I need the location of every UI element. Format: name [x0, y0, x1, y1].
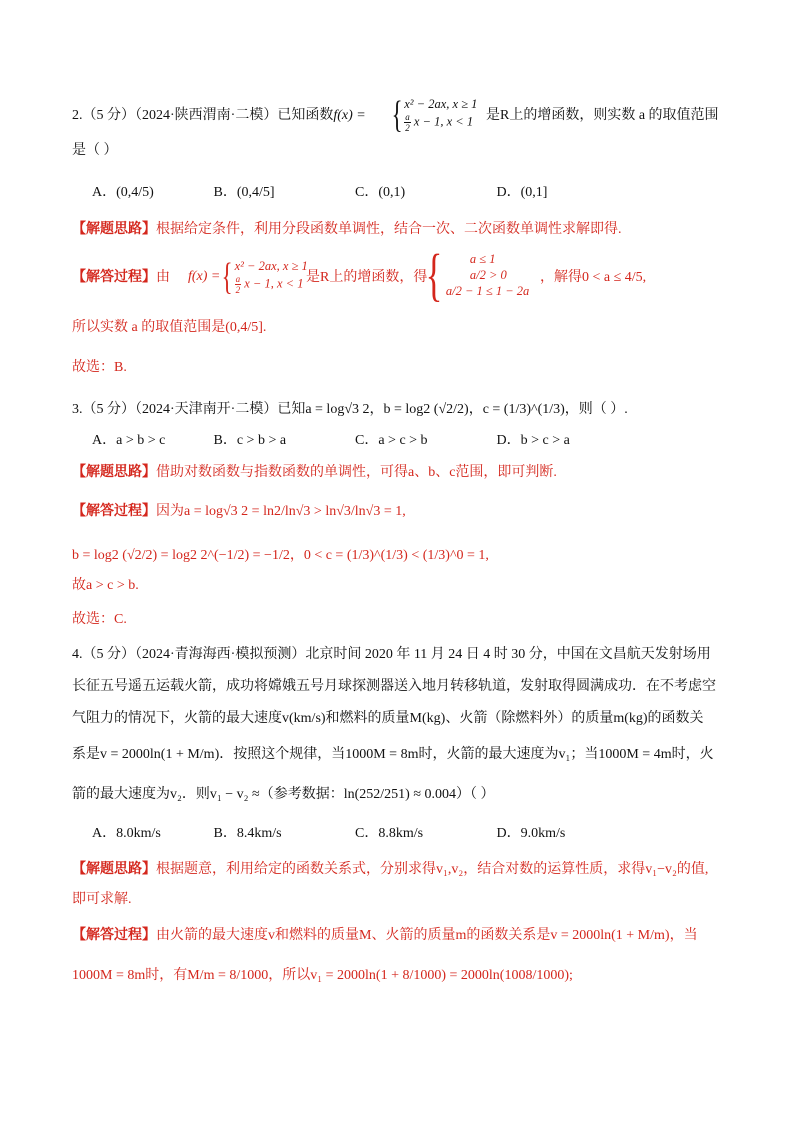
q4-option-a: A．8.0km/s	[92, 826, 161, 841]
q2-stem-line2: 是（ ）	[72, 143, 118, 158]
q2-system: { a ≤ 1 a/2 > 0 a/2 − 1 ≤ 1 − 2a	[425, 242, 530, 307]
q2-process-after: ，解得0 < a ≤ 4/5,	[540, 270, 647, 285]
q2-process-mid: 是R上的增函数，得	[306, 270, 428, 285]
q2-conclusion: 所以实数 a 的取值范围是(0,4/5].	[72, 320, 267, 335]
q2-option-b: B．(0,4/5]	[213, 185, 275, 200]
q3-idea: 【解题思路】借助对数函数与指数函数的单调性，可得a、b、c范围，即可判断.	[72, 465, 557, 480]
q4-stem-line3: 气阻力的情况下，火箭的最大速度v(km/s)和燃料的质量M(kg)、火箭（除燃料外）的质量m(kg)的函数关	[72, 711, 704, 726]
q4-option-c: C．8.8km/s	[355, 826, 424, 841]
q3-answer: 故选：C.	[72, 612, 127, 627]
q4-stem-line5: 箭的最大速度为v₂．则v₁ − v₂ ≈（参考数据：ln(252/251) ≈ 0.004）（ ）	[72, 787, 495, 802]
q2-stem-line1: 2.（5 分）（2024·陕西渭南·二模）已知函数f(x) =	[72, 108, 366, 123]
q4-option-b: B．8.4km/s	[213, 826, 282, 841]
q3-option-a: A．a > b > c	[92, 433, 166, 448]
q4-options	[92, 824, 734, 844]
q2-process-piecewise: f(x) = { x² − 2ax, x ≥ 1 $\frac{a}{2}$ x − 1, x < 1	[188, 256, 308, 298]
q4-process-line2: 1000M = 8m时，有M/m = 8/1000，所以v₁ = 2000ln(1 + 8/1000) = 2000ln(1008/1000);	[72, 968, 573, 983]
q3-process-line3: 故a > c > b.	[72, 578, 139, 593]
q4-stem-line1: 4.（5 分）（2024·青海海西·模拟预测）北京时间 2020 年 11 月 24 日 4 时 30 分，中国在文昌航天发射场用	[72, 647, 711, 662]
q2-stem-after: 是R上的增函数，则实数 a 的取值范围	[486, 108, 719, 123]
q2-options	[92, 183, 734, 203]
q3-option-b: B．c > b > a	[213, 433, 287, 448]
q4-stem-line4: 系是v = 2000ln(1 + M/m)．按照这个规律，当1000M = 8m时，火箭的最大速度为v₁；当1000M = 4m时，火	[72, 747, 714, 762]
q2-piecewise: { x² − 2ax, x ≥ 1 $\frac{a}{2}$ x − 1, x < 1	[391, 94, 478, 136]
q2-option-d: D．(0,1]	[496, 185, 548, 200]
q2-idea: 【解题思路】根据给定条件，利用分段函数单调性，结合一次、二次函数单调性求解即得.	[72, 222, 622, 237]
q2-answer: 故选：B.	[72, 360, 127, 375]
q2-option-a: A．(0,4/5)	[92, 185, 154, 200]
q4-option-d: D．9.0km/s	[496, 826, 566, 841]
q3-process-line1: 【解答过程】因为a = log√3 2 = ln2/ln√3 > ln√3/ln√3 = 1,	[72, 504, 406, 519]
q3-options	[92, 431, 734, 451]
q3-option-c: C．a > c > b	[355, 433, 428, 448]
q3-stem: 3.（5 分）（2024·天津南开·二模）已知a = log√3 2，b = log2 (√2/2)，c = (1/3)^(1/3)，则（ ）.	[72, 402, 628, 417]
q3-option-d: D．b > c > a	[496, 433, 570, 448]
q4-stem-line2: 长征五号遥五运载火箭，成功将嫦娥五号月球探测器送入地月转移轨道，发射取得圆满成功．在不考虑空	[72, 679, 716, 694]
q2-process: 【解答过程】由	[72, 270, 170, 285]
q4-process-line1: 【解答过程】由火箭的最大速度v和燃料的质量M、火箭的质量m的函数关系是v = 2000ln(1 + M/m)，当	[72, 928, 698, 943]
q4-idea-line2: 即可求解.	[72, 892, 132, 907]
q4-idea: 【解题思路】根据题意，利用给定的函数关系式，分别求得v₁,v₂，结合对数的运算性质，求得v₁−v₂的值,	[72, 862, 709, 877]
q3-process-line2: b = log2 (√2/2) = log2 2^(−1/2) = −1/2，0 < c = (1/3)^(1/3) < (1/3)^0 = 1,	[72, 548, 489, 563]
q2-option-c: C．(0,1)	[355, 185, 406, 200]
